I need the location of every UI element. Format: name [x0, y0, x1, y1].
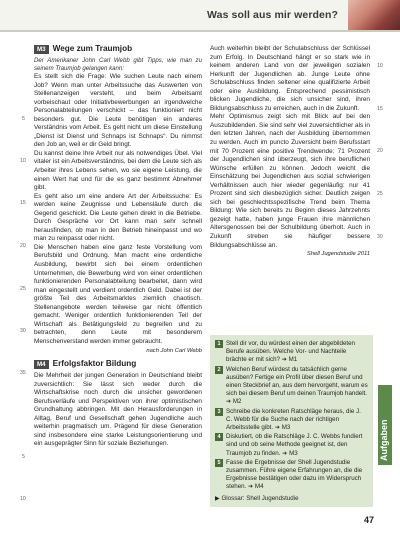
right-column: [210, 45, 370, 259]
m3-paragraph: Die Menschen haben eine ganz feste Vorstellung vom Berufsbild und Ordnung. Man macht eine ordentliche Ausbildung, bewirbt sich bei einem ordentlichen Unternehmen, die Bewerbung wird von einer ordentlichen funktionierenden Personalabteilung bearbeitet, dann wird man eingestellt und verdient ordentlich Geld. Dabei ist der größte Teil des Arbeitsmarktes ziemlich chaotisch. Stellenangebote werden teilweise gar nicht öffentlich gemacht. Weniger ordentlich funktionierenden Teil der Wirtschaft als Betätigungsfeld zu begreifen und zu betrachten, denn Leute mit besonderem Menschenverstand werden immer gebraucht.: [34, 243, 202, 345]
line-number: 30: [377, 234, 383, 240]
task-item: [215, 408, 368, 433]
line-number: 15: [20, 200, 26, 206]
line-number: 20: [20, 243, 26, 249]
task-number: 4: [215, 433, 223, 441]
glossary-reference: ▶ Glossar: Shell Jugendstudie: [215, 494, 299, 502]
line-number: 10: [20, 158, 26, 164]
m4-paragraph: Mehr Optimismus zeigt sich mit Blick auf bei den Auszubildenden. Sie sind sehr viel zuversichtlicher als in den letzten Jahren, nach der Ausbildung übernommen zu werden. Auch im puncto Zuversicht beim Berufsstart mit 70 Prozent eine positive Trendwende: 71 Prozent der Jugendlichen sind überzeugt, sich ihre beruflichen Wünsche erfüllen zu können. Jedoch weicht die Einschätzung bei Jugendlichen aus sozial schwierigen Verhältnissen auch hier wieder gegenläufig: nur 41 Prozent sind sich diesbezüglich sicher. Deutlich zeigen sich bei geschlechtsspezifische Trend beim Thema Bildung: Wie sich bereits zu Beginn dieses Jahrzehnts gezeigt hatte, haben junge Frauen ihre männlichen Altersgenossen bei der Schulbildung überholt. Auch in Zukunft streben sie häufiger bessere Bildungsabschlüsse an.: [210, 113, 370, 249]
m3-title: Wege zum Traumjob: [52, 44, 133, 54]
header-divider: [0, 30, 400, 32]
header-photo: [348, 0, 400, 30]
m3-heading: [34, 45, 202, 54]
side-tab-label: Aufgaben: [379, 419, 389, 461]
tasks-side-tab: [378, 385, 392, 465]
chapter-title: Was soll aus mir werden?: [207, 9, 338, 21]
m3-intro: Der Amerikaner John Carl Webb gibt Tipps, wie man zu seinem Traumjob gelangen kann:: [34, 57, 202, 72]
header-band: [0, 0, 400, 30]
line-number: 5: [22, 454, 25, 460]
line-number: 15: [377, 106, 383, 112]
m4-paragraph: Auch weiterhin bleibt der Schulabschluss der Schlüssel zum Erfolg. In Deutschland hängt er so stark wie in keinem anderen Land von der jeweiligen sozialen Herkunft der Jugendlichen ab. Junge Leute ohne Schulabschluss finden seltener eine qualifizierte Arbeit oder eine Ausbildung. Entsprechend pessimistisch blicken Jugendliche, die sich unsicher sind, ihren Bildungsabschluss zu erreichen, auch in die Zukunft.: [210, 45, 370, 112]
line-number: 20: [377, 148, 383, 154]
m4-label: M4: [34, 360, 49, 369]
m4-paragraph: Die Mehrheit der jungen Generation in Deutschland bleibt zuversichtlich: Sie lässt sich weder durch die Wirtschaftskrise noch durch die unsicher gewordenen Berufsverläufe und Perspektiven von ihrer optimistischen Grundhaltung abbringen. Mit den Herausforderungen in Alltag, Beruf und Gesellschaft gehen Jugendliche auch weiterhin pragmatisch um. Prägend für diese Generation sind insbesondere eine starke Leistungsorientierung und ein ausgeprägter Sinn für soziale Beziehungen.: [34, 372, 202, 448]
line-number: 30: [20, 328, 26, 334]
task-number: 1: [215, 340, 223, 348]
m4-heading: [34, 360, 202, 369]
page-number: 47: [363, 515, 374, 525]
m4-title: Erfolgsfaktor Bildung: [52, 359, 137, 369]
m3-paragraph: Es geht also um eine andere Art der Arbeitssuche: Es werden keine Zeugnisse und Lebensläufe durch die Gegend geschickt. Die Leute gehen direkt in die Betriebe. Durch Gespräche vor Ort kann man sehr schnell herausfinden, ob man in den Betrieb hineinpasst und wo man zu reinpasst oder nicht.: [34, 192, 202, 243]
tasks-box: [210, 335, 373, 507]
task-text: Schreibe die konkreten Ratschläge heraus, die J. C. Webb für die Suche nach der richtigen Arbeitsstelle gibt. ➔ M3: [226, 407, 361, 432]
task-text: Fasse die Ergebnisse der Shell Jugendstudie zusammen. Führe eigene Erfahrungen an, die die Ergebnisse bestätigen oder dazu im Widerspruch stehen. ➔ M4: [226, 458, 363, 491]
line-number: 25: [20, 286, 26, 292]
task-text: Stell dir vor, du würdest einen der abgebildeten Berufe ausüben. Welche Vor- und Nachteile brächte er mit sich? ➔ M1: [226, 340, 355, 364]
line-number: 10: [377, 63, 383, 69]
m3-source: nach John Carl Webb: [146, 347, 202, 354]
task-number: 2: [215, 366, 223, 374]
page-header: [0, 0, 400, 44]
line-number: 25: [377, 191, 383, 197]
line-number: 5: [22, 116, 25, 122]
task-item: [215, 459, 368, 492]
task-text: Diskutiert, ob die Ratschläge J. C. Webbs fundiert sind und ob seine Methode geeignet ist, den Traumjob zu finden. ➔ M3: [226, 433, 363, 457]
task-number: 5: [215, 459, 223, 467]
line-number: 10: [20, 496, 26, 502]
task-item: [215, 340, 368, 365]
m4-source: Shell Jugendstudie 2011: [306, 251, 370, 258]
task-number: 3: [215, 408, 223, 416]
task-item: [215, 366, 368, 407]
task-item: [215, 433, 368, 458]
line-number: 35: [20, 370, 26, 376]
m3-paragraph: Du kannst deine Ihre Arbeit nur als notwendiges Übel. Viel vitaler ist ein Arbeitsverständnis, bei dem die Leute sich als Arbeiter ihres Lebens sehen, wo sie eigene Leistung, die einen Wert hat und für die es ganz bestimmt Abnehmer gibt.: [34, 149, 202, 192]
m3-label: M3: [34, 45, 49, 54]
m3-paragraph: Es stellt sich die Frage: Wie suchen Leute nach einem Job? Wenn man unter Arbeitssuche das Auswerten von Stellenanzeigen versteht, und beim Arbeitsamt vorbeischaut oder Initiativbewerbungen an irgendwelche Personalabteilungen verschickt – das funktioniert nicht besonders gut. Die Leute benötigen ein anderes Verständnis vom Arbeit. Es geht nicht um diese Einstellung „Dienst ist Dienst und Schnaps ist Schnaps“. Du nimmst den Job an, weil er dir Geld bringt.: [34, 73, 202, 149]
left-column: [34, 45, 202, 449]
task-text: Welchen Beruf würdest du tatsächlich gerne ausüben? Fertige ein Profil über diesen Beruf und einen Steckbrief an, aus dem hervorgeht, warum es sich bei diesem Beruf um deinen Traumjob handelt. ➔ M2: [226, 365, 368, 406]
